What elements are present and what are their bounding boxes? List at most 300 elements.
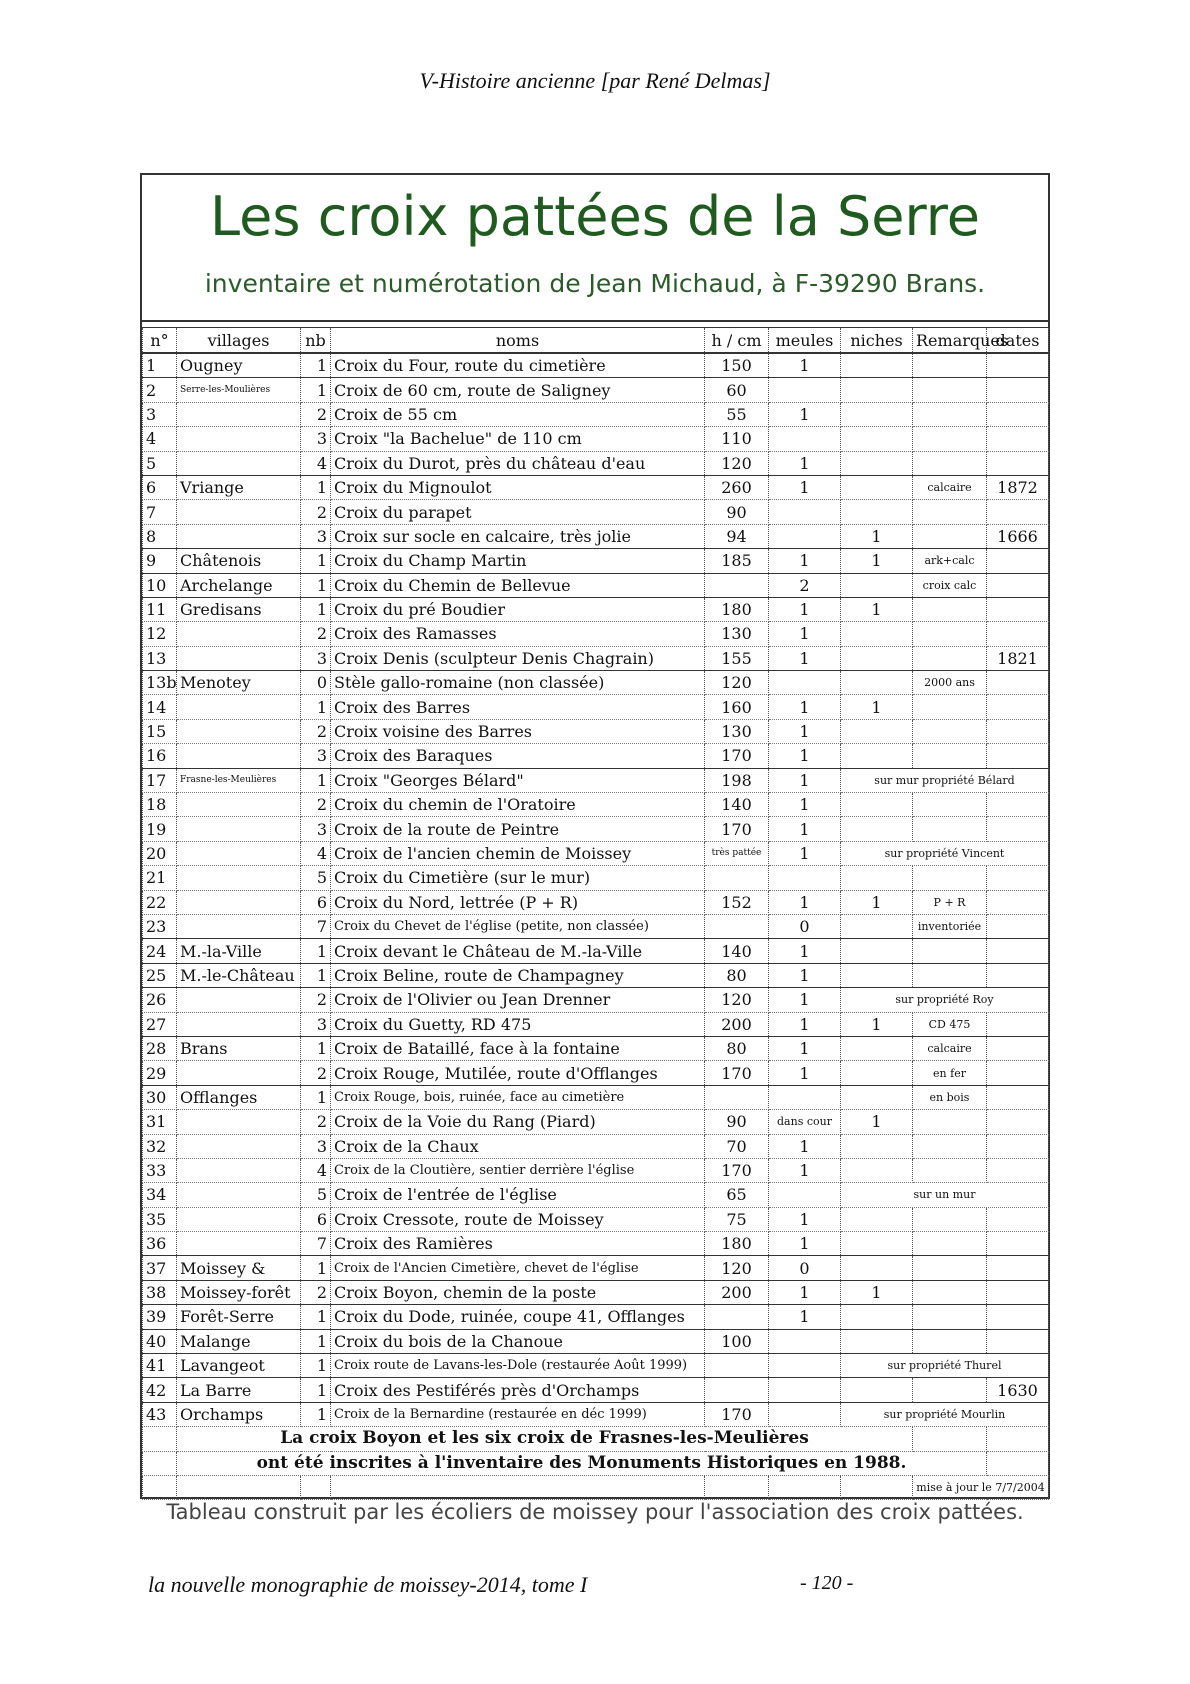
cell-n: 13 — [143, 646, 177, 670]
cell-nb: 1 — [301, 1354, 331, 1378]
cell-niches — [841, 1207, 913, 1231]
update-row — [143, 1475, 1049, 1499]
cell-n: 38 — [143, 1280, 177, 1304]
cell-rem — [913, 744, 987, 768]
cell-h: 94 — [705, 524, 769, 548]
cell-n: 42 — [143, 1378, 177, 1402]
cell-meules — [769, 866, 841, 890]
cell-date — [987, 914, 1049, 938]
cell-meules: 1 — [769, 1207, 841, 1231]
cell-niches — [841, 1061, 913, 1085]
cell-date — [987, 353, 1049, 378]
cell-date — [987, 744, 1049, 768]
table-row — [143, 841, 1049, 865]
update-note: mise à jour le 7/7/2004 — [913, 1475, 1049, 1499]
cell-meules: 1 — [769, 402, 841, 426]
cell-niches — [841, 939, 913, 963]
table-row — [143, 1036, 1049, 1060]
cell-n: 5 — [143, 451, 177, 475]
cell-rem — [913, 597, 987, 621]
cell-date — [987, 1134, 1049, 1158]
cell-meules — [769, 1378, 841, 1402]
cell-meules: 1 — [769, 963, 841, 987]
cell-niches — [841, 573, 913, 597]
cell-nom: Stèle gallo-romaine (non classée) — [331, 671, 705, 695]
cell-date — [987, 1207, 1049, 1231]
table-row — [143, 353, 1049, 378]
cell-rem — [913, 1110, 987, 1134]
cell-h: 198 — [705, 768, 769, 792]
cell-nom: Croix voisine des Barres — [331, 719, 705, 743]
cell-n: 43 — [143, 1402, 177, 1426]
cell-nom: Croix du Chevet de l'église (petite, non classée) — [331, 914, 705, 938]
cell-nb: 4 — [301, 841, 331, 865]
col-header-villages: villages — [177, 328, 301, 354]
cell-h: 70 — [705, 1134, 769, 1158]
cell-meules: 1 — [769, 1305, 841, 1329]
footer-row-2 — [143, 1451, 1049, 1475]
cell-meules: 0 — [769, 914, 841, 938]
cell-nb: 6 — [301, 890, 331, 914]
cell-meules — [769, 1354, 841, 1378]
cell-niches — [841, 378, 913, 402]
cell-nom: Croix Boyon, chemin de la poste — [331, 1280, 705, 1304]
cell-nom: Croix de la Bernardine (restaurée en déc 1999) — [331, 1402, 705, 1426]
cell-n: 13b — [143, 671, 177, 695]
cell-meules — [769, 1329, 841, 1353]
cell-meules: 1 — [769, 451, 841, 475]
cell-n: 40 — [143, 1329, 177, 1353]
col-header-nb: nb — [301, 328, 331, 354]
cell-niches — [841, 402, 913, 426]
cell-date — [987, 573, 1049, 597]
cell-h: 120 — [705, 451, 769, 475]
cell-n: 35 — [143, 1207, 177, 1231]
cell-n: 6 — [143, 475, 177, 499]
cell-nom: Croix Cressote, route de Moissey — [331, 1207, 705, 1231]
cell-rem — [913, 1232, 987, 1256]
cell-h: 140 — [705, 939, 769, 963]
cell-nom: Croix Beline, route de Champagney — [331, 963, 705, 987]
cell-h: 170 — [705, 1402, 769, 1426]
cell-village — [177, 622, 301, 646]
cell-nb: 1 — [301, 597, 331, 621]
table-row — [143, 500, 1049, 524]
cell-h: 65 — [705, 1183, 769, 1207]
cell-meules: 1 — [769, 793, 841, 817]
cell-nb: 6 — [301, 1207, 331, 1231]
cell-village — [177, 451, 301, 475]
cell-village — [177, 524, 301, 548]
cell-rem — [913, 427, 987, 451]
cell-village — [177, 1232, 301, 1256]
cell-n: 7 — [143, 500, 177, 524]
cell-village — [177, 841, 301, 865]
cell-rem — [913, 939, 987, 963]
cell-niches — [841, 1232, 913, 1256]
cell-village — [177, 695, 301, 719]
cell-date: 1821 — [987, 646, 1049, 670]
cell-niches — [841, 744, 913, 768]
cell-village — [177, 500, 301, 524]
cell-h: 200 — [705, 1280, 769, 1304]
cell-meules: 1 — [769, 597, 841, 621]
cell-n: 39 — [143, 1305, 177, 1329]
cell-n: 20 — [143, 841, 177, 865]
table-row — [143, 549, 1049, 573]
cell-village — [177, 1183, 301, 1207]
cell-rem — [913, 524, 987, 548]
cell-village — [177, 1110, 301, 1134]
table-row — [143, 402, 1049, 426]
cell-n: 9 — [143, 549, 177, 573]
cell-n: 29 — [143, 1061, 177, 1085]
cell-h: 130 — [705, 719, 769, 743]
cell-meules — [769, 427, 841, 451]
cell-nb: 1 — [301, 939, 331, 963]
cell-village: Châtenois — [177, 549, 301, 573]
cell-nom: Croix de l'ancien chemin de Moissey — [331, 841, 705, 865]
cell-niches — [841, 671, 913, 695]
cell-date: 1630 — [987, 1378, 1049, 1402]
cell-h: 170 — [705, 817, 769, 841]
cell-h: 55 — [705, 402, 769, 426]
cell-village — [177, 988, 301, 1012]
cell-nb: 1 — [301, 695, 331, 719]
cell-niches — [841, 866, 913, 890]
cell-nom: Croix du Nord, lettrée (P + R) — [331, 890, 705, 914]
cell-village: Ougney — [177, 353, 301, 378]
cell-nom: Croix du Guetty, RD 475 — [331, 1012, 705, 1036]
cell-rem — [913, 817, 987, 841]
cell-rem — [913, 646, 987, 670]
cell-niches — [841, 1158, 913, 1182]
cell-nb: 2 — [301, 988, 331, 1012]
cell-meules — [769, 500, 841, 524]
cell-rem — [913, 1158, 987, 1182]
cell-niches: 1 — [841, 890, 913, 914]
footer-note-line-2: ont été inscrites à l'inventaire des Monuments Historiques en 1988. — [177, 1451, 987, 1475]
cell-rem — [913, 1256, 987, 1280]
cell-rem: 2000 ans — [913, 671, 987, 695]
cell-nb: 3 — [301, 646, 331, 670]
cell-n: 24 — [143, 939, 177, 963]
cell-nb: 3 — [301, 744, 331, 768]
cell-nom: Croix de l'Ancien Cimetière, chevet de l'église — [331, 1256, 705, 1280]
cell-n: 25 — [143, 963, 177, 987]
cell-nom: Croix du Champ Martin — [331, 549, 705, 573]
table-row — [143, 1012, 1049, 1036]
cell-niches: 1 — [841, 549, 913, 573]
cell-meules: 1 — [769, 1280, 841, 1304]
cell-nom: Croix de la Cloutière, sentier derrière l'église — [331, 1158, 705, 1182]
table-row — [143, 1183, 1049, 1207]
cell-nom: Croix des Pestiférés près d'Orchamps — [331, 1378, 705, 1402]
cell-rem: croix calc — [913, 573, 987, 597]
table-row — [143, 1256, 1049, 1280]
cell-rem — [913, 1207, 987, 1231]
cell-nom: Croix du parapet — [331, 500, 705, 524]
cell-date — [987, 963, 1049, 987]
cell-rem — [913, 1280, 987, 1304]
cell-village — [177, 1134, 301, 1158]
cell-h: 90 — [705, 500, 769, 524]
cell-nb: 2 — [301, 793, 331, 817]
cell-rem — [913, 622, 987, 646]
cell-nom: Croix de 60 cm, route de Saligney — [331, 378, 705, 402]
cell-nb: 2 — [301, 500, 331, 524]
cell-nom: Croix de l'Olivier ou Jean Drenner — [331, 988, 705, 1012]
cell-meules: 1 — [769, 1012, 841, 1036]
cell-n: 33 — [143, 1158, 177, 1182]
cell-h: 130 — [705, 622, 769, 646]
cell-n: 22 — [143, 890, 177, 914]
cell-nb: 1 — [301, 1402, 331, 1426]
page-number: - 120 - — [800, 1572, 854, 1594]
cell-nom: Croix des Barres — [331, 695, 705, 719]
col-header-noms: noms — [331, 328, 705, 354]
cell-niches: 1 — [841, 1280, 913, 1304]
cell-nb: 1 — [301, 549, 331, 573]
cell-nb: 1 — [301, 1305, 331, 1329]
cell-date — [987, 793, 1049, 817]
cell-nom: Croix des Ramasses — [331, 622, 705, 646]
cell-meules: 1 — [769, 817, 841, 841]
cell-rem — [913, 793, 987, 817]
table-row — [143, 597, 1049, 621]
table-row — [143, 475, 1049, 499]
cell-n: 26 — [143, 988, 177, 1012]
cell-date — [987, 939, 1049, 963]
cell-meules — [769, 524, 841, 548]
cell-nom: Croix de la Voie du Rang (Piard) — [331, 1110, 705, 1134]
cell-h: 155 — [705, 646, 769, 670]
cell-rem: inventoriée — [913, 914, 987, 938]
cell-date — [987, 427, 1049, 451]
cell-nb: 7 — [301, 914, 331, 938]
cell-h: 120 — [705, 988, 769, 1012]
document-subtitle: inventaire et numérotation de Jean Michaud, à F-39290 Brans. — [204, 269, 986, 298]
table-body — [143, 353, 1049, 1427]
cell-meules: 1 — [769, 939, 841, 963]
table-row — [143, 1378, 1049, 1402]
cell-date — [987, 671, 1049, 695]
table-row — [143, 524, 1049, 548]
cell-rem: ark+calc — [913, 549, 987, 573]
table-row — [143, 1354, 1049, 1378]
cell-village: La Barre — [177, 1378, 301, 1402]
cell-n: 34 — [143, 1183, 177, 1207]
cell-h: 60 — [705, 378, 769, 402]
table-row — [143, 1061, 1049, 1085]
cell-meules: 1 — [769, 695, 841, 719]
cell-h: très pattée — [705, 841, 769, 865]
cell-date — [987, 451, 1049, 475]
cell-meules: 1 — [769, 744, 841, 768]
cell-nom: Croix de la route de Peintre — [331, 817, 705, 841]
cell-rem — [913, 719, 987, 743]
cell-n: 12 — [143, 622, 177, 646]
cell-niches — [841, 914, 913, 938]
table-row — [143, 719, 1049, 743]
cell-niches — [841, 622, 913, 646]
cell-village — [177, 402, 301, 426]
cell-village: Moissey & — [177, 1256, 301, 1280]
cell-rem: sur propriété Mourlin — [841, 1402, 1049, 1426]
cell-village: Forêt-Serre — [177, 1305, 301, 1329]
col-header-number: n° — [143, 328, 177, 354]
cell-nb: 3 — [301, 427, 331, 451]
cell-village: Lavangeot — [177, 1354, 301, 1378]
cell-n: 15 — [143, 719, 177, 743]
cell-meules: 1 — [769, 646, 841, 670]
cell-rem: en bois — [913, 1085, 987, 1109]
cell-nom: Croix du chemin de l'Oratoire — [331, 793, 705, 817]
cell-village: Malange — [177, 1329, 301, 1353]
cell-meules — [769, 1183, 841, 1207]
cell-village: Orchamps — [177, 1402, 301, 1426]
table-row — [143, 451, 1049, 475]
table-row — [143, 1085, 1049, 1109]
cell-nb: 5 — [301, 866, 331, 890]
cell-date: 1666 — [987, 524, 1049, 548]
cell-nom: Croix du bois de la Chanoue — [331, 1329, 705, 1353]
cell-nom: Croix de l'entrée de l'église — [331, 1183, 705, 1207]
cell-nb: 5 — [301, 1183, 331, 1207]
cell-rem — [913, 963, 987, 987]
cell-n: 10 — [143, 573, 177, 597]
cell-date — [987, 1036, 1049, 1060]
col-header-niches: niches — [841, 328, 913, 354]
table-row — [143, 768, 1049, 792]
cell-nb: 3 — [301, 817, 331, 841]
cell-h: 90 — [705, 1110, 769, 1134]
cell-niches: 1 — [841, 695, 913, 719]
cell-village: Serre-les-Moulières — [177, 378, 301, 402]
table-row — [143, 573, 1049, 597]
title-box — [142, 175, 1048, 322]
cell-n: 1 — [143, 353, 177, 378]
cell-nom: Croix de 55 cm — [331, 402, 705, 426]
document-title: Les croix pattées de la Serre — [210, 185, 980, 248]
table-row — [143, 427, 1049, 451]
cell-n: 23 — [143, 914, 177, 938]
cell-rem: calcaire — [913, 475, 987, 499]
cell-niches — [841, 475, 913, 499]
cell-n: 19 — [143, 817, 177, 841]
cell-date — [987, 1061, 1049, 1085]
col-header-height: h / cm — [705, 328, 769, 354]
cell-n: 36 — [143, 1232, 177, 1256]
cell-niches: 1 — [841, 597, 913, 621]
cell-rem — [913, 1378, 987, 1402]
cell-meules: 1 — [769, 549, 841, 573]
cell-niches: 1 — [841, 1110, 913, 1134]
cell-rem: en fer — [913, 1061, 987, 1085]
table-row — [143, 622, 1049, 646]
cell-niches — [841, 1329, 913, 1353]
cell-meules: 1 — [769, 890, 841, 914]
table-row — [143, 939, 1049, 963]
cell-n: 18 — [143, 793, 177, 817]
cell-date — [987, 1012, 1049, 1036]
cell-nb: 4 — [301, 1158, 331, 1182]
cell-date — [987, 1329, 1049, 1353]
cell-date — [987, 1232, 1049, 1256]
cell-h: 260 — [705, 475, 769, 499]
cell-nb: 1 — [301, 963, 331, 987]
cell-nom: Croix du Chemin de Bellevue — [331, 573, 705, 597]
cell-h: 120 — [705, 671, 769, 695]
cell-h: 180 — [705, 1232, 769, 1256]
cell-rem: sur propriété Thurel — [841, 1354, 1049, 1378]
cell-village — [177, 890, 301, 914]
cell-meules: 1 — [769, 1158, 841, 1182]
table-row — [143, 1329, 1049, 1353]
cell-rem: sur propriété Vincent — [841, 841, 1049, 865]
cell-nb: 1 — [301, 1256, 331, 1280]
cell-niches — [841, 427, 913, 451]
table-row — [143, 1134, 1049, 1158]
cell-h — [705, 1085, 769, 1109]
col-header-dates: dates — [987, 328, 1049, 354]
cell-niches — [841, 1036, 913, 1060]
table-row — [143, 817, 1049, 841]
cell-village: M.-le-Château — [177, 963, 301, 987]
cell-rem — [913, 378, 987, 402]
cell-nb: 2 — [301, 1110, 331, 1134]
cell-nom: Croix Rouge, Mutilée, route d'Offlanges — [331, 1061, 705, 1085]
cell-h: 170 — [705, 1061, 769, 1085]
cell-niches: 1 — [841, 524, 913, 548]
cell-meules — [769, 1085, 841, 1109]
cell-meules: 1 — [769, 622, 841, 646]
table-row — [143, 866, 1049, 890]
cell-niches — [841, 1256, 913, 1280]
cell-date — [987, 817, 1049, 841]
cell-village — [177, 793, 301, 817]
table-row — [143, 988, 1049, 1012]
document-frame — [140, 173, 1050, 1499]
table-row — [143, 646, 1049, 670]
cell-date — [987, 597, 1049, 621]
cell-date — [987, 1085, 1049, 1109]
cell-h: 80 — [705, 1036, 769, 1060]
footer-note-line-1: La croix Boyon et les six croix de Frasnes-les-Meulières — [177, 1427, 913, 1451]
cell-nb: 1 — [301, 1329, 331, 1353]
cell-h: 152 — [705, 890, 769, 914]
table-row — [143, 1232, 1049, 1256]
table-header-row — [143, 328, 1049, 354]
cell-nb: 2 — [301, 1061, 331, 1085]
cell-meules: 1 — [769, 719, 841, 743]
cell-date — [987, 500, 1049, 524]
cell-date — [987, 402, 1049, 426]
cell-niches — [841, 646, 913, 670]
cell-meules: 0 — [769, 1256, 841, 1280]
cell-nb: 7 — [301, 1232, 331, 1256]
table-row — [143, 1305, 1049, 1329]
table-row — [143, 744, 1049, 768]
cell-h — [705, 573, 769, 597]
cell-village — [177, 866, 301, 890]
page-footer: la nouvelle monographie de moissey-2014, tome I — [148, 1572, 588, 1597]
cell-nom: Croix devant le Château de M.-la-Ville — [331, 939, 705, 963]
cell-nb: 0 — [301, 671, 331, 695]
cell-n: 8 — [143, 524, 177, 548]
inventory-table — [142, 327, 1049, 1500]
cell-nb: 1 — [301, 768, 331, 792]
